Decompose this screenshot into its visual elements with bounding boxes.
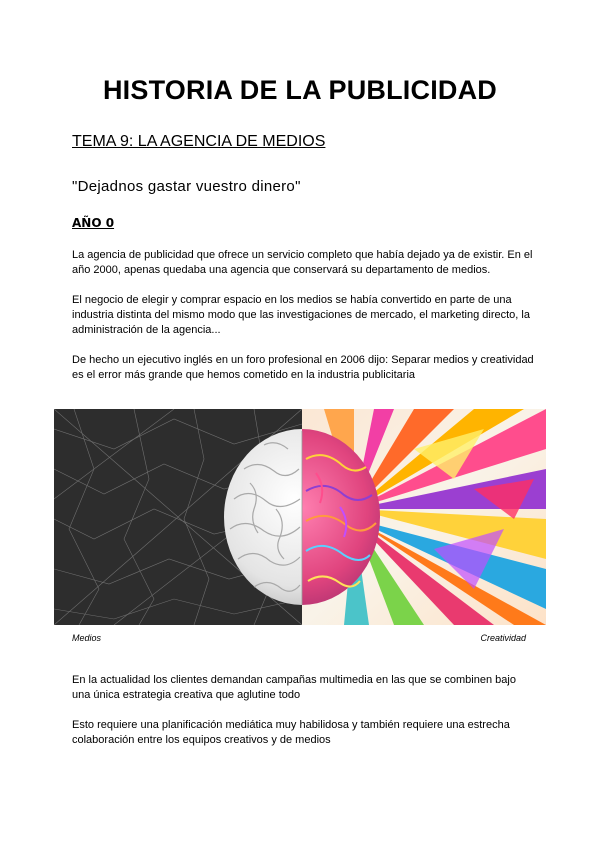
paragraph-2: El negocio de elegir y comprar espacio en los medios se había convertido en parte de una industria distinta del mismo modo que las investigaciones de mercado, el marketing directo, la administración de la agencia... [72, 294, 530, 336]
caption-creatividad: Creatividad [480, 633, 526, 643]
paragraph-4: En la actualidad los clientes demandan campañas multimedia en las que se combinen bajo una única estrategia creativa que aglutine todo [72, 674, 516, 701]
document-subtitle: TEMA 9: LA AGENCIA DE MEDIOS [72, 133, 326, 150]
quote-heading: "Dejadnos gastar vuestro dinero" [72, 178, 301, 195]
document-title: HISTORIA DE LA PUBLICIDAD [102, 75, 497, 105]
paragraph-1: La agencia de publicidad que ofrece un servicio completo que había dejado ya de existir. En el año 2000, apenas quedaba una agencia que conservará su departamento de medios. [72, 249, 533, 276]
caption-medios: Medios [72, 633, 102, 643]
paragraph-5: Esto requiere una planificación mediática muy habilidosa y también requiere una estrecha colaboración entre los equipos creativos y de medios [72, 719, 510, 746]
paragraph-3: De hecho un ejecutivo inglés en un foro profesional en 2006 dijo: Separar medios y creatividad es el error más grande que hemos cometido en la industria publicitaria [72, 354, 534, 381]
section-heading: AÑO 0 [72, 216, 115, 230]
brain-illustration [54, 409, 546, 625]
